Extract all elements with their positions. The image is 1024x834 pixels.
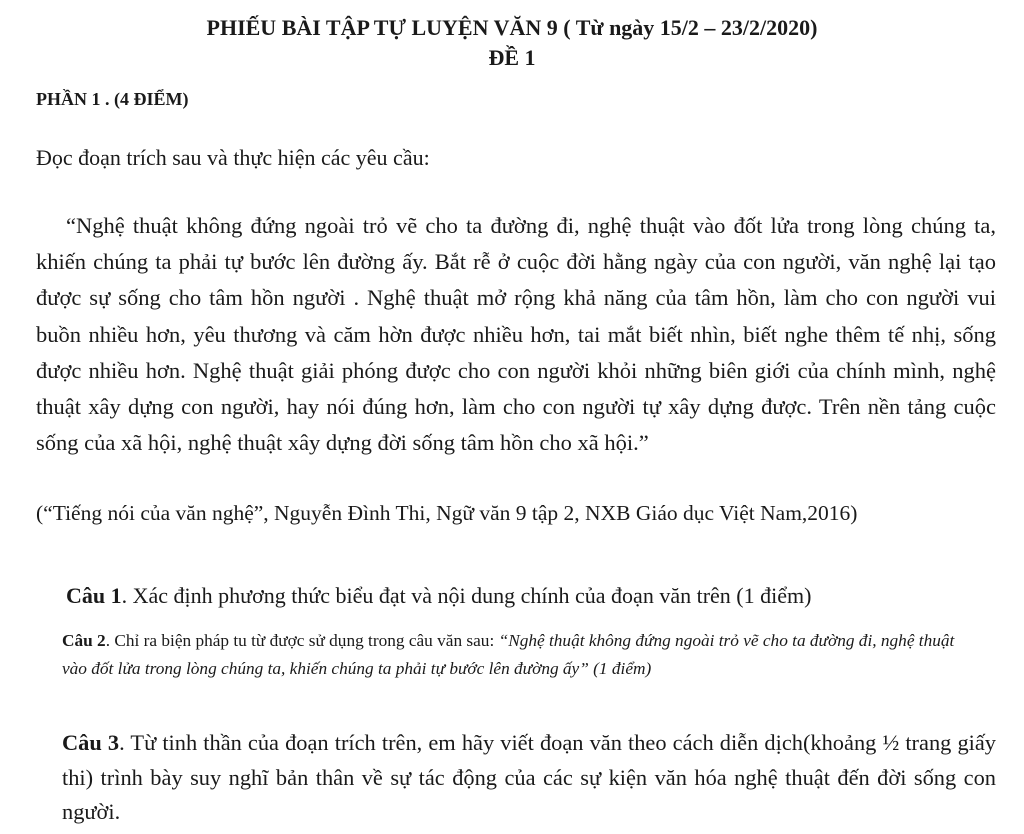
part-heading: PHẦN 1 . (4 ĐIỂM)	[36, 89, 189, 109]
question-2-label: Câu 2	[62, 631, 106, 650]
question-2	[62, 627, 982, 682]
exam-number: ĐỀ 1	[488, 45, 536, 70]
reading-instruction: Đọc đoạn trích sau và thực hiện các yêu cầu:	[36, 145, 430, 170]
question-1-text: . Xác định phương thức biểu đạt và nội dung chính của đoạn văn trên (1 điểm)	[121, 583, 812, 608]
question-3	[62, 726, 996, 830]
passage-source: (“Tiếng nói của văn nghệ”, Nguyễn Đình Thi, Ngữ văn 9 tập 2, NXB Giáo dục Việt Nam,2016)	[36, 501, 858, 525]
question-3-label: Câu 3	[62, 730, 120, 755]
question-2-quote: “Nghệ thuật không đứng ngoài trỏ vẽ cho ta đường đi, nghệ thuật vào đốt lửa trong lòng chúng ta, khiến chúng ta phải tự bước lên đường ấy” (1 điểm)	[62, 631, 955, 678]
question-1	[66, 581, 811, 611]
worksheet-title: PHIẾU BÀI TẬP TỰ LUYỆN VĂN 9 ( Từ ngày 15/2 – 23/2/2020)	[206, 15, 818, 40]
question-1-label: Câu 1	[66, 583, 122, 608]
reading-passage: “Nghệ thuật không đứng ngoài trỏ vẽ cho ta đường đi, nghệ thuật vào đốt lửa trong lòng chúng ta, khiến chúng ta phải tự bước lên đường ấy. Bắt rễ ở cuộc đời hằng ngày của con người, văn nghệ lại tạo được sự sống cho tâm hồn người . Nghệ thuật mở rộng khả năng của tâm hồn, làm cho con người vui buồn nhiều hơn, yêu thương và căm hờn được nhiều hơn, tai mắt biết nhìn, biết nghe thêm tế nhị, sống được nhiều hơn. Nghệ thuật giải phóng được cho con người khỏi những biên giới của chính mình, nghệ thuật xây dựng con người, hay nói đúng hơn, làm cho con người tự xây dựng được. Trên nền tảng cuộc sống của xã hội, nghệ thuật xây dựng đời sống tâm hồn cho xã hội.”	[36, 213, 996, 456]
question-3-text: . Từ tinh thần của đoạn trích trên, em hãy viết đoạn văn theo cách diễn dịch(khoảng ½ trang giấy thi) trình bày suy nghĩ bản thân về sự tác động của các sự kiện văn hóa nghệ thuật đến đời sống con người.	[62, 730, 996, 824]
question-2-text: . Chỉ ra biện pháp tu từ được sử dụng trong câu văn sau:	[105, 631, 499, 650]
